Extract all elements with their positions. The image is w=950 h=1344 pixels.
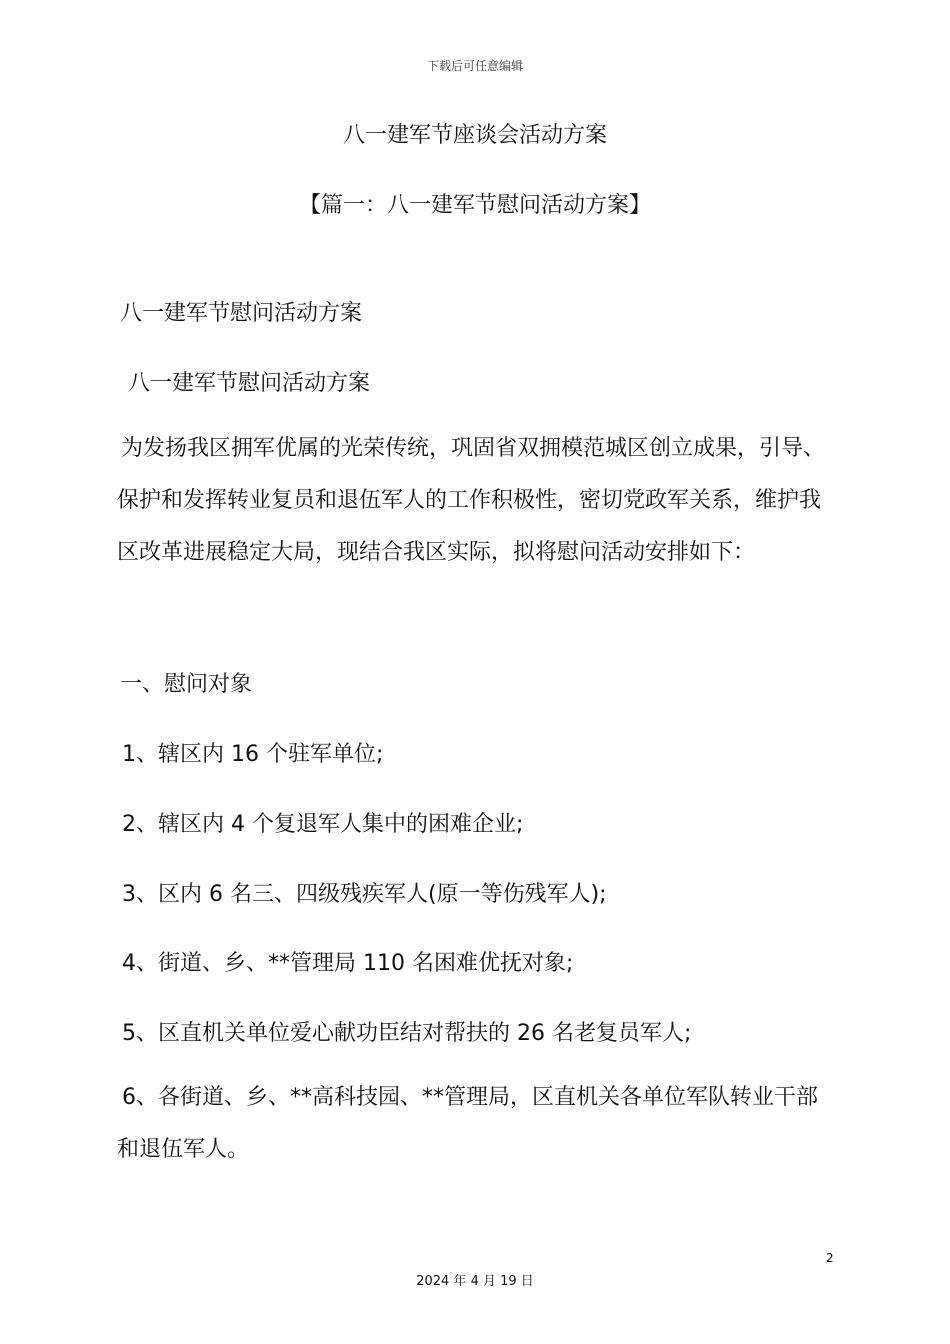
section-heading: 八一建军节慰问活动方案: [128, 371, 371, 396]
intro-paragraph: 为发扬我区拥军优属的光荣传统，巩固省双拥模范城区创立成果，引导、保护和发挥转业复员和退伍军人的工作积极性，密切党政军关系，维护我区改革进展稳定大局，现结合我区实际，拟将慰问活动安排如下：: [117, 436, 826, 565]
list-item: 5、区直机关单位爱心献功臣结对帮扶的 26 名老复员军人;: [122, 1021, 692, 1046]
footer-date: 2024 年 4 月 19 日: [416, 1274, 534, 1289]
section-heading: 八一建军节慰问活动方案: [120, 301, 363, 326]
document-title: 八一建军节座谈会活动方案: [342, 123, 607, 148]
list-item: 6、各街道、乡、**高科技园、**管理局，区直机关各单位军队转业干部和退伍军人。: [117, 1085, 818, 1162]
list-item: 3、区内 6 名三、四级残疾军人(原一等伤残军人);: [122, 882, 607, 907]
document-subtitle: 【篇一：八一建军节慰问活动方案】: [298, 193, 651, 218]
page-number: 2: [826, 1251, 834, 1265]
list-item: 1、辖区内 16 个驻军单位;: [122, 742, 384, 767]
list-item: 4、街道、乡、**管理局 110 名困难优抚对象;: [122, 951, 574, 976]
header-note: 下载后可任意编辑: [426, 59, 523, 73]
list-item: 2、辖区内 4 个复退军人集中的困难企业;: [122, 812, 524, 837]
part-one-heading: 一、慰问对象: [120, 672, 253, 697]
